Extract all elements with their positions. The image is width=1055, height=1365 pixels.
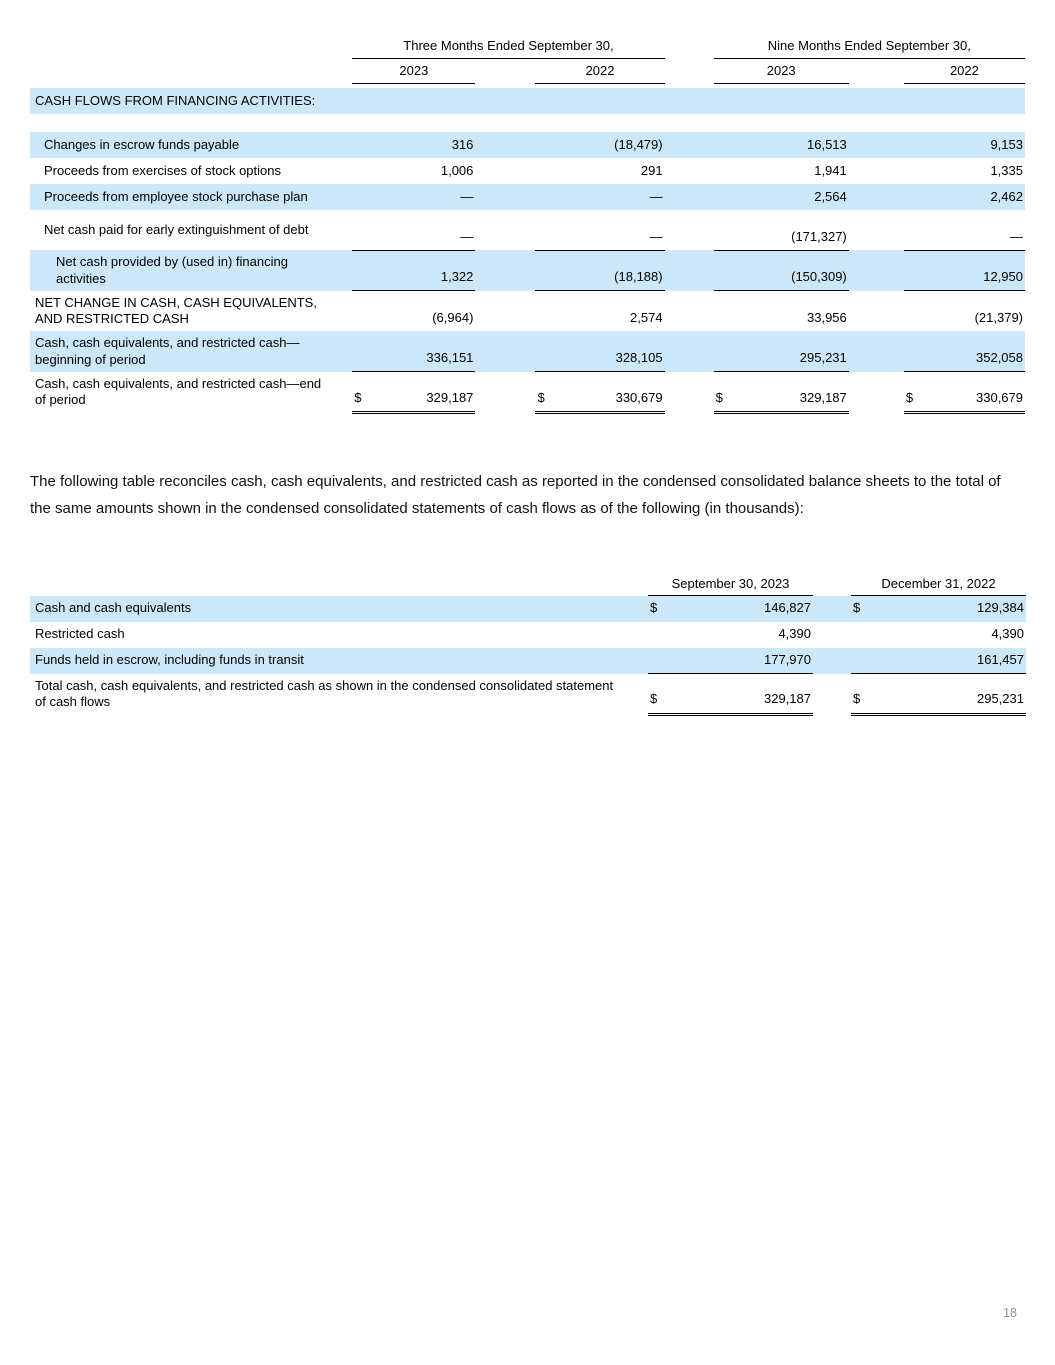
financing-activities-table (30, 38, 1025, 414)
section-header: CASH FLOWS FROM FINANCING ACTIVITIES: (35, 93, 316, 108)
column-header: 2023 (352, 59, 475, 83)
cell-value: (171,327) (714, 210, 849, 250)
cell-value: 161,457 (851, 648, 1026, 674)
table-row (30, 132, 1025, 158)
cell-value: — (460, 189, 474, 204)
row-label: Proceeds from employee stock purchase plan (44, 189, 308, 205)
cell-value: 1,006 (440, 163, 474, 178)
cell-value: 328,105 (535, 331, 664, 372)
dollar-sign: $ (715, 389, 723, 405)
table-row (30, 648, 1026, 674)
cell-value: 352,058 (904, 331, 1025, 372)
row-label: Restricted cash (35, 626, 125, 642)
dollar-sign: $ (354, 389, 362, 405)
table-row (30, 572, 1026, 596)
cell-value: $ 329,187 (714, 372, 849, 413)
cell-value: (6,964) (432, 310, 474, 325)
table-row (30, 158, 1025, 184)
row-label: Funds held in escrow, including funds in transit (35, 652, 304, 668)
cell-value: (21,379) (974, 310, 1023, 325)
dollar-sign: $ (853, 691, 861, 707)
group-header: Nine Months Ended September 30, (714, 38, 1025, 59)
table-row (30, 38, 1025, 59)
cell-value: $ 146,827 (650, 600, 811, 616)
cell-value: 12,950 (904, 250, 1025, 291)
table-row (30, 291, 1025, 332)
cell-value: $ 329,187 (352, 372, 475, 413)
section-header-row (30, 88, 1025, 114)
row-label: Net cash paid for early extinguishment of debt (44, 222, 309, 238)
table-row (30, 372, 1025, 413)
row-label: Changes in escrow funds payable (44, 137, 240, 153)
column-header: 2023 (714, 59, 849, 83)
cell-value: 177,970 (648, 648, 813, 674)
cell-value: $ 295,231 (851, 674, 1026, 715)
row-label: NET CHANGE IN CASH, CASH EQUIVALENTS, AND RESTRICTED CASH (35, 294, 317, 326)
cell-value: 4,390 (991, 626, 1024, 642)
cell-value: 2,564 (814, 189, 847, 204)
dollar-sign: $ (537, 389, 545, 405)
dollar-sign: $ (650, 691, 658, 707)
cell-value: 2,462 (990, 189, 1023, 204)
column-header: December 31, 2022 (851, 572, 1026, 596)
cell-value: $ 330,679 (904, 372, 1025, 413)
cell-value: 4,390 (778, 626, 811, 642)
row-label: Cash and cash equivalents (35, 600, 192, 616)
dollar-sign: $ (853, 600, 861, 616)
group-header: Three Months Ended September 30, (352, 38, 664, 59)
intro-paragraph: The following table reconciles cash, cash equivalents, and restricted cash as reported in the condensed consolidated balance sheets to the total of the same amounts shown in the condensed consolidated statements of cash flows as of the following (in thousands): (30, 472, 1001, 517)
cell-value: 2,574 (630, 310, 663, 325)
column-header: September 30, 2023 (648, 572, 813, 596)
cell-value: 295,231 (714, 331, 849, 372)
cell-value: $ 329,187 (648, 674, 813, 715)
cell-value: 291 (640, 163, 663, 178)
table-row (30, 250, 1025, 291)
table-row (30, 596, 1026, 622)
table-row (30, 622, 1026, 648)
cell-value: 9,153 (990, 137, 1023, 152)
page-number: 18 (1003, 1306, 1017, 1320)
table-row (30, 59, 1025, 83)
row-label: Total cash, cash equivalents, and restricted cash as shown in the condensed consolidated statement of cash flows (35, 677, 614, 709)
cell-value: — (904, 210, 1025, 250)
cell-value: 1,322 (352, 250, 475, 291)
cell-value: $ 330,679 (535, 372, 664, 413)
cell-value: — (535, 210, 664, 250)
row-label: Cash, cash equivalents, and restricted cash—beginning of period (35, 335, 300, 367)
table-row (30, 210, 1025, 250)
column-header: 2022 (535, 59, 664, 83)
table-row (30, 331, 1025, 372)
cell-value: $ 129,384 (853, 600, 1024, 616)
dollar-sign: $ (905, 389, 914, 405)
cell-value: (18,188) (535, 250, 664, 291)
cell-value: (18,479) (614, 137, 663, 152)
cell-value: 316 (451, 137, 474, 152)
cell-value: — (352, 210, 475, 250)
column-header: 2022 (904, 59, 1025, 83)
cash-reconciliation-table (30, 572, 1026, 716)
cell-value: 16,513 (807, 137, 847, 152)
table-row (30, 674, 1026, 715)
cell-value: — (649, 189, 663, 204)
cell-value: 1,941 (814, 163, 847, 178)
cell-value: 33,956 (807, 310, 847, 325)
dollar-sign: $ (650, 600, 658, 616)
table-row (30, 184, 1025, 210)
cell-value: (150,309) (714, 250, 849, 291)
cell-value: 336,151 (352, 331, 475, 372)
row-label: Net cash provided by (used in) financing activities (56, 254, 288, 286)
row-label: Proceeds from exercises of stock options (44, 163, 281, 179)
row-label: Cash, cash equivalents, and restricted cash—end of period (35, 375, 322, 407)
cell-value: 1,335 (990, 163, 1023, 178)
